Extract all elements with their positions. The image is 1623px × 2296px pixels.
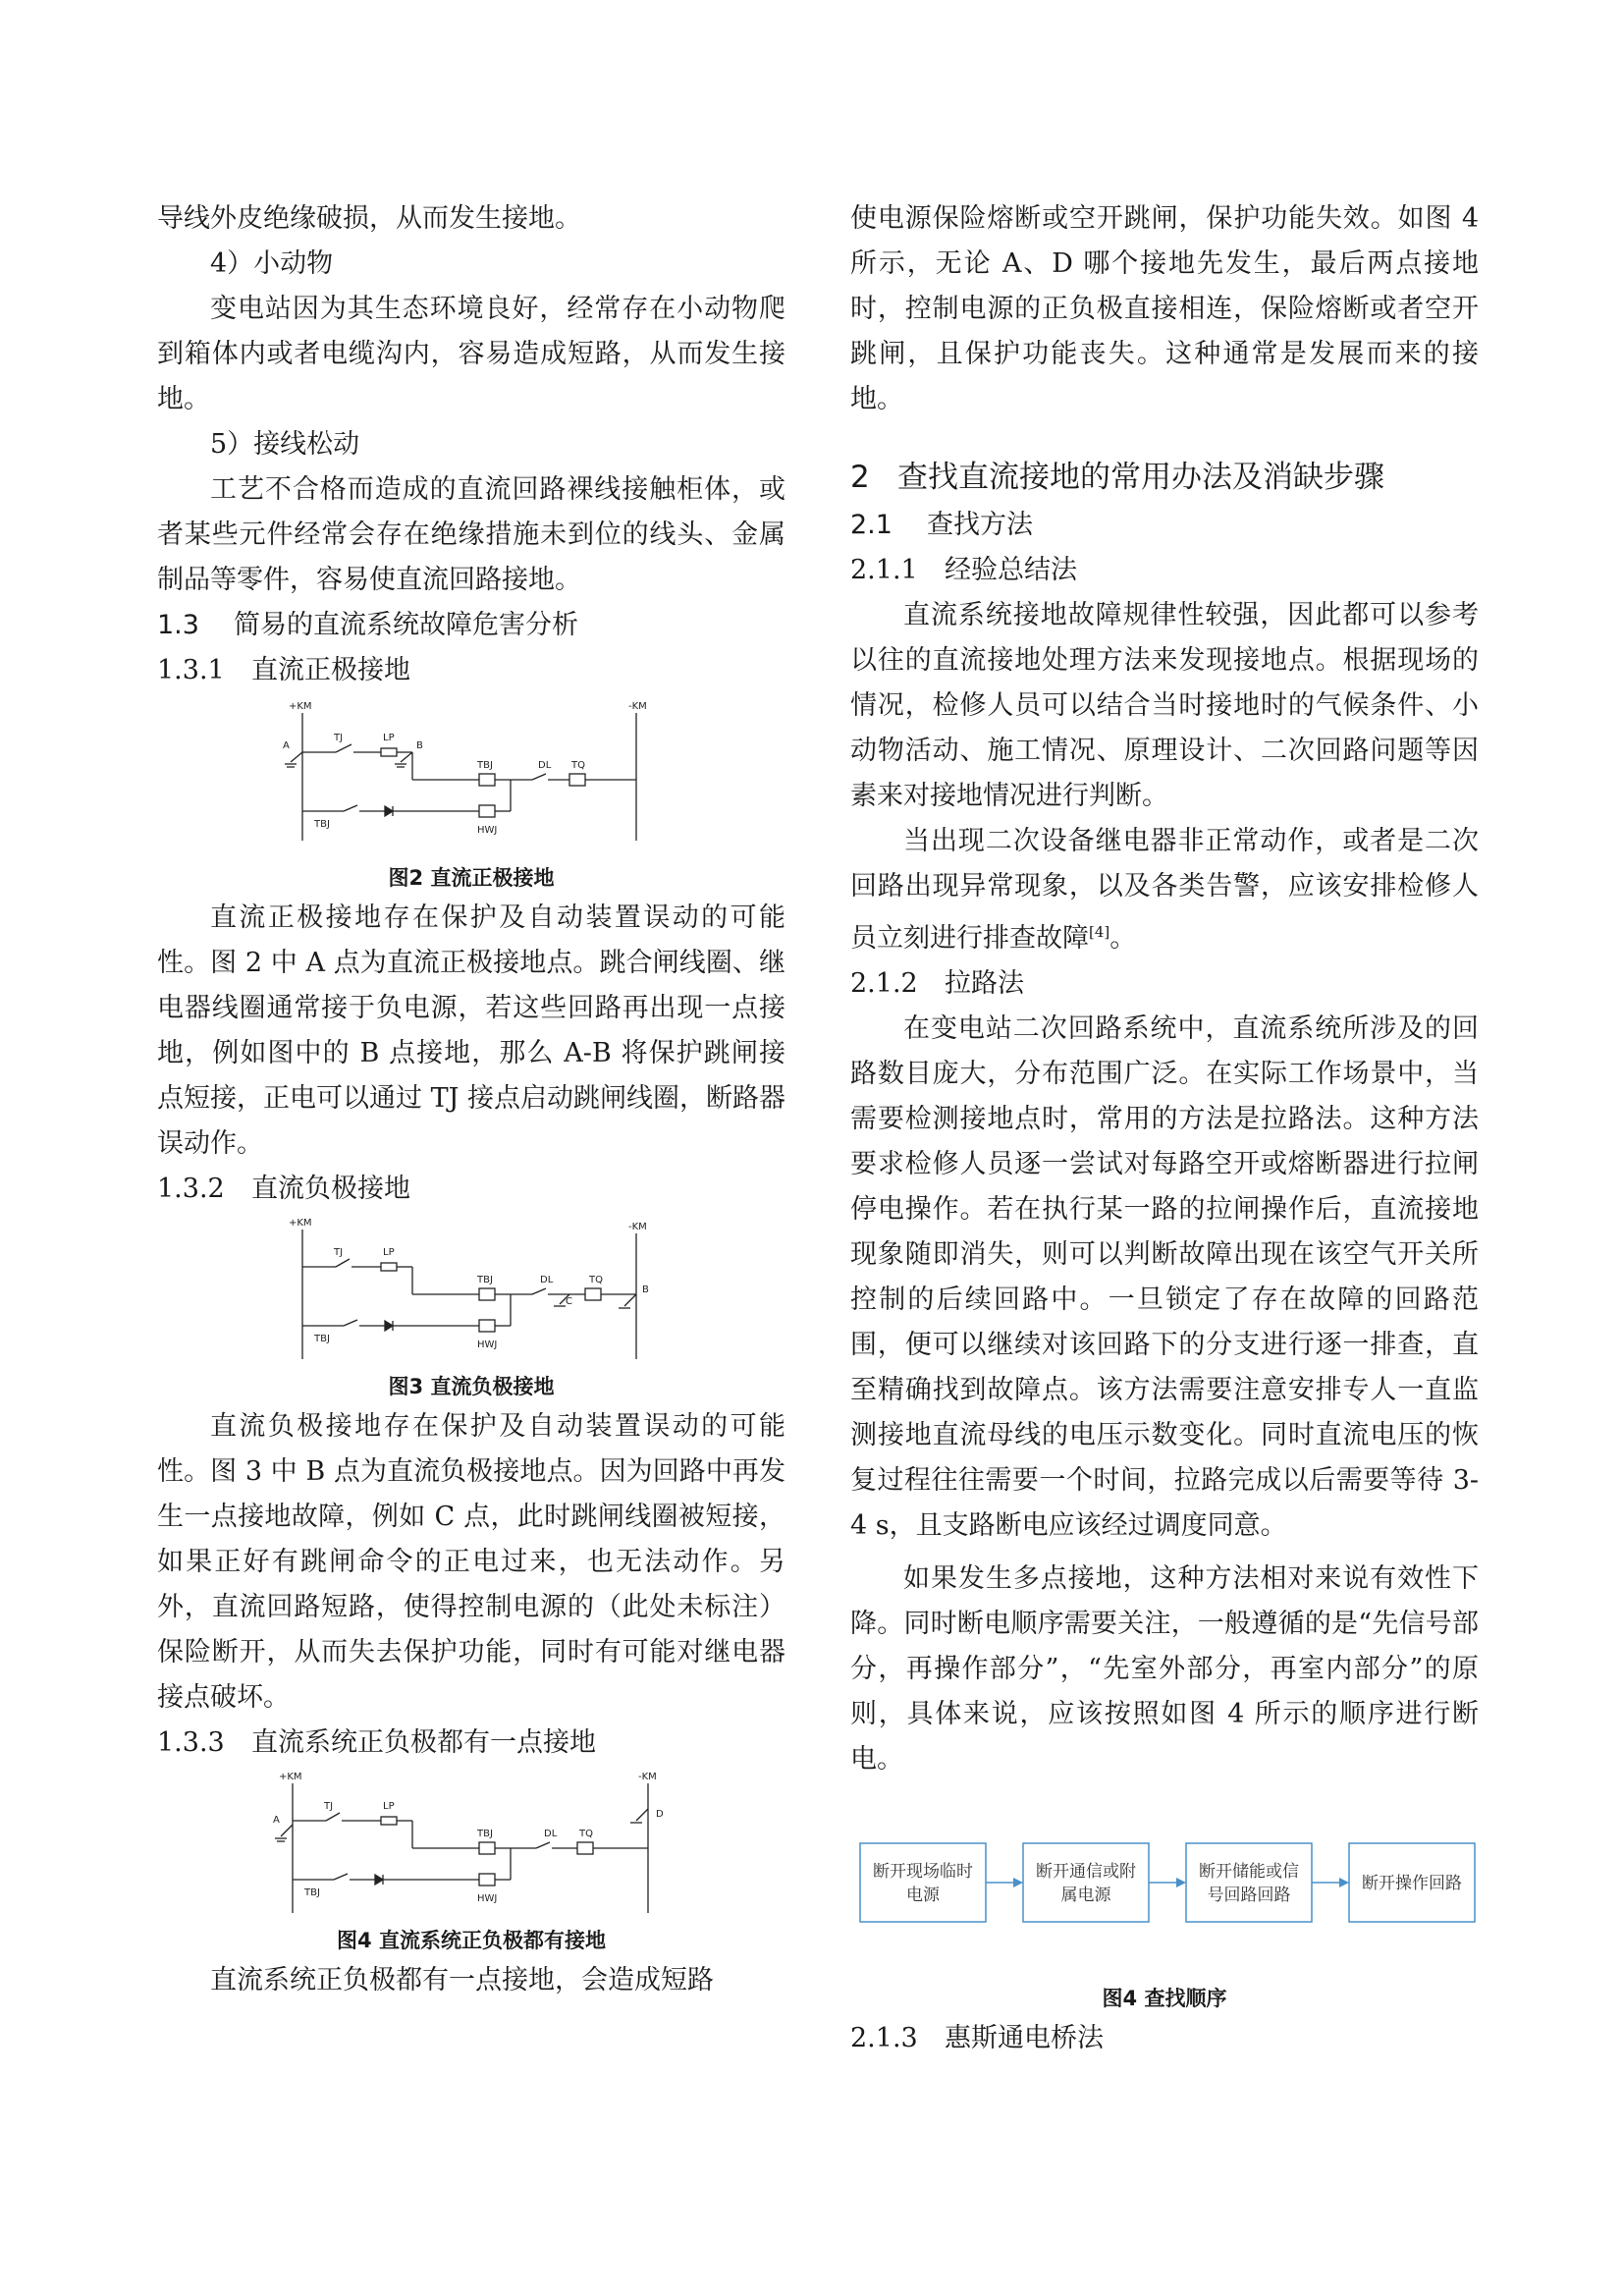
citation-ref: [4] [1089, 923, 1110, 941]
label-dl: DL [540, 1275, 554, 1285]
section-2-1-2-heading [850, 961, 1479, 1007]
paragraph-text: 当出现二次设备继电器非正常动作，或者是二次回路出现异常现象，以及各类告警，应该安排检修人员立刻进行排查故障 [850, 826, 1479, 954]
figure-3-caption: 图3 直流负极接地 [388, 1375, 555, 1398]
flow-box-1-line-2: 电源 [906, 1886, 940, 1905]
section-title: 直流系统正负极都有一点接地 [251, 1727, 596, 1758]
right-column [850, 196, 1479, 2061]
section-1-3-3-heading [157, 1721, 785, 1766]
diode-icon [375, 1875, 383, 1885]
figure-4-explanation: 直流系统正负极都有一点接地，会造成短路 [210, 1965, 714, 1995]
section-title: 直流负极接地 [251, 1174, 410, 1204]
figure-2 [157, 693, 785, 896]
section-number: 2.1.2 [850, 968, 918, 999]
flow-box-2 [1023, 1843, 1149, 1922]
section-2-1-heading [850, 503, 1479, 548]
flow-box-2-line-1: 断开通信或附 [1036, 1862, 1136, 1882]
section-title: 查找直流接地的常用办法及消缺步骤 [897, 460, 1384, 495]
label-tbj: TBJ [477, 1275, 493, 1285]
section-2-1-2-paragraph-1: 在变电站二次回路系统中，直流系统所涉及的回路数目庞大，分布范围广泛。在实际工作场景中，当需要检测接地点时，常用的方法是拉路法。这种方法要求检修人员逐一尝试对每路空开或熔断器进行拉闸停电操作。若在执行某一路的拉闸操作后，直流接地现象随即消失，则可以判断故障出现在该空气开关所控制的后续回路中。一旦锁定了存在故障的回路范围，便可以继续对该回路下的分支进行逐一排查，直至精确找到故障点。该方法需要注意安排专人一直监测接地直流母线的电压示数变化。同时直流电压的恢复过程往往需要一个时间，拉路完成以后需要等待 3-4 s，且支路断电应该经过调度同意。 [850, 1013, 1479, 1541]
label-tq: TQ [589, 1275, 603, 1285]
section-number: 2.1 [850, 510, 893, 540]
figure-4-flowchart-caption: 图4 查找顺序 [1102, 1987, 1227, 2010]
section-2-1-1-heading [850, 548, 1479, 593]
label-lp: LP [383, 733, 395, 743]
flow-box-1 [860, 1843, 986, 1922]
ground-icon-a [281, 1825, 293, 1836]
figure-2-explanation: 直流正极接地存在保护及自动装置误动的可能性。图 2 中 A 点为直流正极接地点。跳合闸线圈、继电器线圈通常接于负电源，若这些回路再出现一点接地，例如图中的 B 点接地，那么 A-B 将保护跳闸接点短接，正电可以通过 TJ 接点启动跳闸线圈，断路器误动作。 [157, 902, 785, 1159]
item5-paragraph: 工艺不合格而造成的直流回路裸线接触柜体，或者某些元件经常会存在绝缘措施未到位的线头、金属制品等零件，容易使直流回路接地。 [157, 474, 785, 595]
section-number: 1.3.1 [157, 655, 225, 685]
label-lp: LP [383, 1247, 395, 1258]
ground-icon-a [291, 752, 302, 762]
tbj-coil [479, 774, 495, 786]
paragraph-continuation: 导线外皮绝缘破损，从而发生接地。 [157, 203, 581, 234]
section-number: 1.3.3 [157, 1727, 225, 1758]
label-tbj: TBJ [477, 760, 493, 771]
arrow-icon [1176, 1878, 1186, 1887]
item5-heading: 5）接线松动 [210, 429, 360, 460]
label-minus-km: -KM [628, 701, 647, 712]
section-2-1-2-paragraph-2: 如果发生多点接地，这种方法相对来说有效性下降。同时断电顺序需要关注，一般遵循的是“先信号部分，再操作部分”，“先室外部分，再室内部分”的原则，具体来说，应该按照如图 4 所示的顺序进行断电。 [850, 1563, 1479, 1775]
label-tj: TJ [334, 1247, 344, 1258]
section-title: 拉路法 [945, 968, 1024, 999]
section-number: 2.1.1 [850, 555, 918, 585]
paragraph-end: 。 [1109, 923, 1137, 954]
label-hwj: HWJ [477, 825, 498, 836]
label-plus-km: +KM [289, 1218, 312, 1229]
item4-heading: 4）小动物 [210, 248, 334, 279]
circuit-diagram-positive-ground [275, 693, 668, 860]
figure-4-flowchart [850, 1833, 1479, 1932]
label-tq: TQ [579, 1829, 593, 1839]
flowchart-svg [850, 1833, 1479, 1932]
diode-icon [385, 1321, 393, 1331]
section-number: 1.3.2 [157, 1174, 225, 1204]
label-plus-km: +KM [279, 1772, 302, 1782]
flow-box-1-line-1: 断开现场临时 [873, 1862, 973, 1882]
label-plus-km: +KM [289, 701, 312, 712]
label-tj: TJ [324, 1801, 334, 1812]
section-title: 直流正极接地 [251, 655, 410, 685]
diode-icon [385, 806, 393, 816]
figure-4-circuit-caption: 图4 直流系统正负极都有接地 [337, 1929, 606, 1952]
section-1-3-2-heading [157, 1167, 785, 1212]
label-tbj-contact: TBJ [314, 819, 330, 830]
section-2-heading [850, 452, 1479, 503]
section-title: 简易的直流系统故障危害分析 [234, 610, 578, 640]
lp-link [381, 748, 397, 756]
tq-coil [569, 774, 585, 786]
figure-2-caption: 图2 直流正极接地 [388, 866, 555, 890]
label-hwj: HWJ [477, 1893, 498, 1904]
figure-3 [157, 1212, 785, 1404]
section-2-1-3-heading [850, 2016, 1479, 2061]
section-number: 2.1.3 [850, 2023, 918, 2053]
section-title: 经验总结法 [945, 555, 1077, 585]
label-tbj: TBJ [477, 1829, 493, 1839]
section-1-3-1-heading [157, 648, 785, 693]
flow-box-4-label: 断开操作回路 [1362, 1874, 1462, 1893]
circuit-diagram-both-ground [265, 1766, 677, 1923]
item4-paragraph: 变电站因为其生态环境良好，经常存在小动物爬到箱体内或者电缆沟内，容易造成短路，从而发生接地。 [157, 294, 785, 414]
label-point-a: A [283, 740, 290, 751]
label-minus-km: -KM [628, 1222, 647, 1232]
flow-box-3-line-2: 号回路回路 [1207, 1886, 1291, 1905]
label-tbj-contact: TBJ [314, 1334, 330, 1344]
label-minus-km: -KM [638, 1772, 657, 1782]
section-2-1-1-paragraph-2 [850, 819, 1479, 961]
hwj-coil [479, 805, 495, 817]
label-hwj: HWJ [477, 1339, 498, 1350]
label-point-c: C [566, 1296, 572, 1307]
flow-box-2-line-2: 属电源 [1060, 1886, 1111, 1905]
circuit-diagram-negative-ground [275, 1212, 668, 1369]
label-point-d: D [656, 1809, 664, 1820]
ground-icon-d [636, 1809, 648, 1821]
section-2-1-1-paragraph-1: 直流系统接地故障规律性较强，因此都可以参考以往的直流接地处理方法来发现接地点。根据现场的情况，检修人员可以结合当时接地时的气候条件、小动物活动、施工情况、原理设计、二次回路问题等因素来对接地情况进行判断。 [850, 600, 1479, 811]
figure-4-circuit [157, 1766, 785, 1958]
label-dl: DL [538, 760, 552, 771]
section-title: 惠斯通电桥法 [945, 2023, 1104, 2053]
ground-icon-b [401, 752, 412, 762]
ground-icon-b [624, 1294, 636, 1306]
label-point-b: B [416, 740, 423, 751]
label-lp: LP [383, 1801, 395, 1812]
label-tq: TQ [571, 760, 585, 771]
paragraph-continuation: 使电源保险熔断或空开跳闸，保护功能失效。如图 4 所示，无论 A、D 哪个接地先发生，最后两点接地时，控制电源的正负极直接相连，保险熔断或者空开跳闸，且保护功能丧失。这种通常是发展而来的接地。 [850, 203, 1479, 414]
flow-box-3 [1186, 1843, 1312, 1922]
label-point-a: A [273, 1815, 280, 1826]
section-1-3-heading [157, 603, 785, 648]
section-title: 查找方法 [927, 510, 1033, 540]
arrow-icon [1013, 1878, 1023, 1887]
label-dl: DL [544, 1829, 558, 1839]
label-tj: TJ [334, 733, 344, 743]
figure-3-explanation: 直流负极接地存在保护及自动装置误动的可能性。图 3 中 B 点为直流负极接地点。因为回路中再发生一点接地故障，例如 C 点，此时跳闸线圈被短接，如果正好有跳闸命令的正电过来，也无法动作。另外，直流回路短路，使得控制电源的（此处未标注）保险断开，从而失去保护功能，同时有可能对继电器接点破坏。 [157, 1411, 785, 1713]
flow-box-3-line-1: 断开储能或信 [1199, 1862, 1299, 1882]
left-column [157, 196, 785, 2003]
label-tbj-contact: TBJ [304, 1887, 320, 1898]
label-point-b: B [642, 1285, 649, 1295]
section-number: 1.3 [157, 610, 199, 640]
arrow-icon [1339, 1878, 1349, 1887]
section-number: 2 [850, 460, 870, 495]
